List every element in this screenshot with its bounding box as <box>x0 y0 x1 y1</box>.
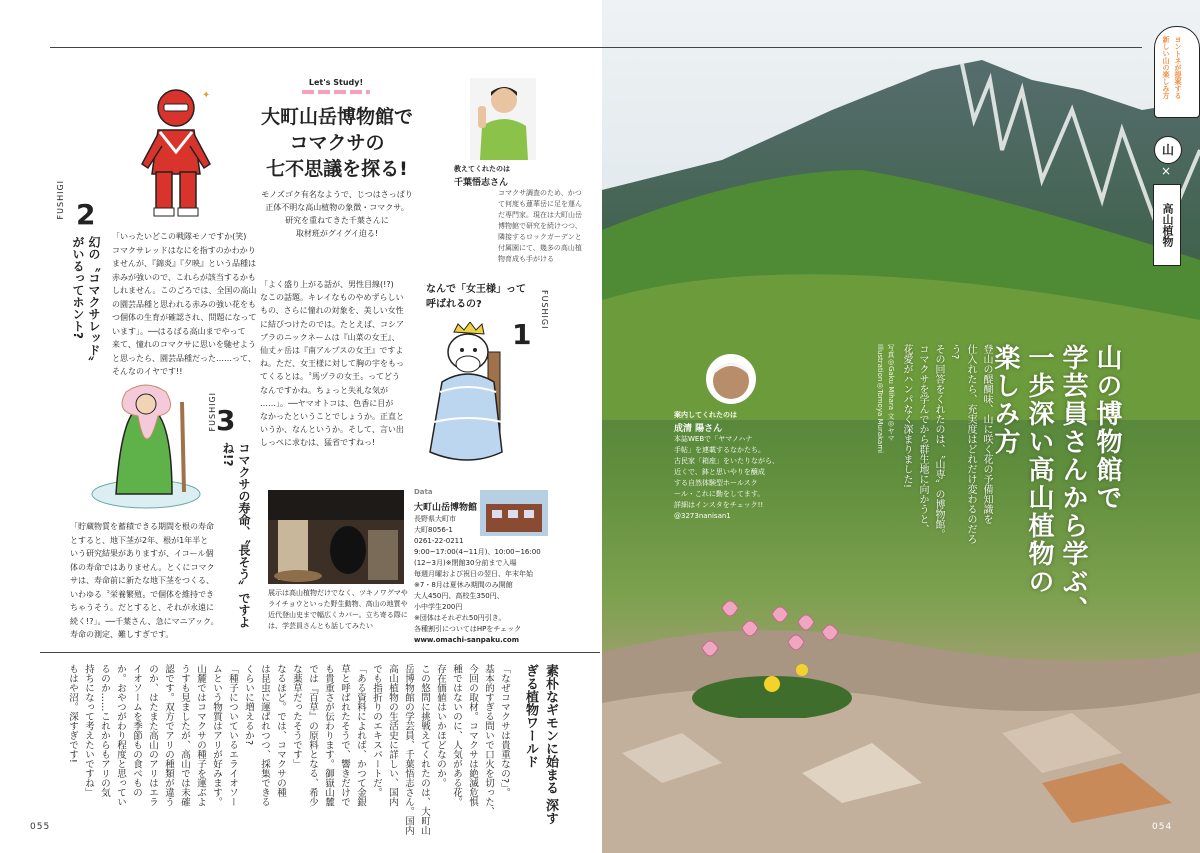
body-line: ね。ただ、女王様に対して胸の宇をもっ <box>260 359 404 369</box>
body-line: もの、さらに憧れの対象を、美しい女性 <box>260 306 404 316</box>
column-body <box>64 664 512 836</box>
teacher-name: 千葉悟志さん <box>454 178 509 188</box>
heading-line: 大町山岳博物館で <box>260 106 413 128</box>
body-line: いわゆる〝栄養繁殖〟で個体を維持でき <box>70 589 214 599</box>
column-line: な薬草だったそうです」 <box>291 664 302 769</box>
fushigi-label: FUSHIGI <box>208 392 217 432</box>
question-2-title: 幻の〝コマクサレッド〟がいるってホント? <box>71 236 101 362</box>
title-line: なんで「女王様」って <box>426 284 526 295</box>
body-line: と思ったら、園芸品種だった……って、 <box>112 353 256 363</box>
lead-line: コマクサを学んでから群生地に向かうと、 <box>917 344 928 534</box>
tag-cross: × <box>1161 164 1172 178</box>
lets-study-underline <box>302 90 370 94</box>
bio-line: 物育成も手がける <box>498 255 554 263</box>
column-line: 「ある資料によれば、かつて金銀 <box>355 664 366 807</box>
body-line: いうか、なんというか。そして、言い出 <box>260 425 404 435</box>
body-line: ……」。──ヤマオトコは、色香に目が <box>260 398 394 408</box>
bio-line: 近くで、鉢と思いやりを醸成 <box>674 468 765 476</box>
column-line: ムという物質はアリが好みます。 <box>211 664 222 807</box>
museum-url: www.omachi-sanpaku.com <box>414 636 520 644</box>
column-line: 草と呼ばれたそうで、響きだけで <box>339 664 350 807</box>
body-line: 赤みが強いので、これらが該当するかも <box>112 272 256 282</box>
fushigi-label: FUSHIGI <box>56 180 65 220</box>
data-line: 9:00~17:00(4~11月)、10:00~16:00 <box>414 548 541 556</box>
body-line: しれません。このごろでは、全国の高山 <box>112 286 257 295</box>
page-number-left: 055 <box>30 822 51 832</box>
question-2-body <box>112 230 272 379</box>
body-line: いう研究結果がありますが、イコール個 <box>70 549 214 558</box>
column-line: 岳博物館の学芸員、千葉悟志さん。国内 <box>403 664 414 835</box>
caption-line: 展示は高山植物だけでなく、ツキノワグマや <box>268 589 408 597</box>
column-line: は昆虫に運ばれつつ、採集できる <box>259 664 270 807</box>
column-line: 基本的すぎる問いで口火を切った、 <box>483 664 494 816</box>
body-line: 続く!?」。──千葉さん、急にマニアック。 <box>70 616 219 626</box>
photo-credit <box>874 344 896 504</box>
guide-bio <box>674 434 794 522</box>
title-line: 一歩深い高山植物の <box>1024 344 1054 596</box>
column-rule <box>40 652 600 653</box>
lets-study-label: Let's Study! <box>308 78 364 87</box>
series-badge-text <box>1160 36 1184 110</box>
question-3-body <box>70 520 232 642</box>
lead-text <box>898 344 994 554</box>
column-line: でも指折りのエキスパートだ。 <box>371 664 382 797</box>
body-line: なかったということでしょうか。正直と <box>260 412 404 422</box>
title-line: 楽しみ方 <box>990 344 1020 456</box>
column-line: のか、はたまた高山のアリはエラ <box>147 664 158 807</box>
data-label: Data <box>414 488 433 496</box>
body-line: 「貯蔵物質を蓄積できる期間を根の寿命 <box>70 522 214 531</box>
column-line: 持ちになって考えたいですね」 <box>83 664 94 797</box>
body-line: なんですかね。ちょっと失礼な気が <box>260 385 388 395</box>
column-line: なるほど。では、コマクサの種 <box>275 664 286 797</box>
photo-caption <box>268 588 412 632</box>
body-line: 「よく盛り上がる話が、男性目線(!?) <box>260 280 394 289</box>
fushigi-label: FUSHIGI <box>540 290 549 330</box>
top-rule <box>602 47 1142 48</box>
heading-line: コマクサの <box>289 132 385 154</box>
right-page <box>602 0 1200 853</box>
bio-line: て何度も蓮華岳に足を運ん <box>498 200 582 208</box>
data-line: 小中学生200円 <box>414 603 463 611</box>
column-line: 存在価値はいかほどなのか。 <box>435 664 446 788</box>
title-line: 呼ばれるの? <box>426 299 482 310</box>
question-1-title <box>426 282 556 312</box>
data-line: 各種割引についてはHPをチェック <box>414 625 522 633</box>
guide-name: 成清 陽さん <box>674 424 723 434</box>
lead-line: 仕入れたら、充実度はどれだけ変わるのだろう? <box>949 344 976 544</box>
data-line: ※団体はそれぞれ50円引き。 <box>414 614 506 622</box>
body-line: 寿命の測定、難しすぎです。 <box>70 630 174 639</box>
intro-line: 取材班がグイグイ迫る! <box>295 229 379 238</box>
column-line: 認です。双方でアリの種類が違う <box>163 664 174 807</box>
column-line: るのか……これからもアリの気 <box>99 664 110 797</box>
column-line: 山麓ではコマクサの種子を運ぶよ <box>195 664 206 807</box>
intro-line: 正体不明な高山植物の象徴・コマクサ。 <box>265 203 409 212</box>
body-line: 「いったいどこの戦隊モノですか(笑) <box>112 232 247 241</box>
body-line: てくるとは。〝馬ヅラの女王〟ってどう <box>260 372 400 382</box>
body-line: なこの話題。キレイなものやめずらしい <box>260 293 404 303</box>
guide-portrait <box>706 354 756 404</box>
credit-line: Illustration◎Tomoya Murakami <box>876 344 884 454</box>
caption-line: ライチョウといった野生動物、高山の地質や <box>268 600 408 608</box>
caption-line: 近代登山史まで幅広くカバー。立ち寄る際に <box>268 611 408 619</box>
body-line: しっぺに求むは、猛省ですねっ! <box>260 438 376 448</box>
column-line: 種ではないのに、人気がある花。 <box>451 664 462 807</box>
heading-line: 七不思議を探る! <box>266 158 408 180</box>
column-line: では『百草』の原料となる、希少 <box>307 664 318 807</box>
lead-line: 登山の醍醐味、山に咲く花の予備知識を <box>981 344 992 524</box>
data-line: 0261-22-0211 <box>414 537 464 545</box>
body-line: コマクサレッドはなにを指すのかわかり <box>112 245 256 255</box>
bio-line: だ専門家。現在は大町山岳 <box>498 211 582 219</box>
bio-line: 古民家「箱座」をいたりながら、 <box>674 457 779 465</box>
body-line: ブラのニックネームは『山菜の女王』、 <box>260 332 400 342</box>
caption-line: は、学芸員さんとも話してみたい <box>268 622 373 630</box>
column-line: か。おやつがわり程度と思ってい <box>115 664 126 807</box>
page-number-right: 054 <box>1152 822 1173 832</box>
intro-line: 研究を重ねてきた千葉さんに <box>285 216 389 225</box>
feature-title <box>988 344 1124 644</box>
museum-exhibit-photo <box>268 490 404 584</box>
fushigi-number: 2 <box>76 198 96 231</box>
tag-mountain: 山 <box>1154 136 1182 164</box>
bio-line: する自然体験型ホールスク <box>674 479 758 487</box>
komakusa-red-illustration <box>136 86 216 222</box>
komakusa-flowers <box>682 588 862 718</box>
column-line: うすも見ましたが、高山では未確 <box>179 664 190 807</box>
body-line: つ個体の生育が確認され、問題になって <box>112 313 257 322</box>
body-line: ちゃうそう。だとすると、それが永遠に <box>70 603 214 612</box>
badge-line: ヨントネが提案する <box>1174 36 1182 99</box>
column-line: この悠問に挑戦えてくれたのは、大町山 <box>419 664 430 835</box>
data-line: 大人450円、高校生350円、 <box>414 592 504 600</box>
bio-line: @3273nanisan1 <box>674 512 731 520</box>
question-3-title: コマクサの寿命、〝長そう〟ですよね!? <box>221 442 251 628</box>
column-line: もはや沼。深すぎです! <box>67 664 78 763</box>
column-line: くらいに増えるか? <box>243 664 254 746</box>
question-1-body <box>260 278 420 450</box>
lead-line: その回答をくれたのは、〝山専〟の博物館。 <box>933 344 944 539</box>
museum-data <box>414 514 564 646</box>
museum-name: 大町山岳博物館 <box>414 503 478 513</box>
body-line: とすると、地下茎が2年、根が1年半と <box>70 535 209 545</box>
body-line: そんなのイヤです!! <box>112 367 183 376</box>
bio-line: ール・これに勤をしてます。 <box>674 490 765 498</box>
column-line: 今回の取材。コマクサは絶滅危惧 <box>467 664 478 807</box>
svg-text:✦: ✦ <box>202 90 211 101</box>
teacher-label: 教えてくれたのは <box>454 165 510 173</box>
column-title: 素朴なギモンに始まる 深すぎる植物ワールド <box>523 664 558 825</box>
fushigi-number: 1 <box>512 318 532 351</box>
bio-line: 博物館で研究を続けつつ、 <box>498 222 582 230</box>
tag-alpine-plants: 高山植物 <box>1153 184 1181 266</box>
column-line: も貴重さが伝わります。御嶽山麓 <box>323 664 334 807</box>
title-line: 山の博物館で <box>1092 344 1122 512</box>
data-line: (12~3月)※閉館30分前まで入場 <box>414 559 517 567</box>
body-line: サは、寿命前に新たな地下茎をつくる、 <box>70 576 214 585</box>
bio-line: 隣接するロックガーデンと <box>498 233 582 241</box>
column-line: 高山植物の生活史に詳しい、国内 <box>387 664 398 807</box>
title-line: 学芸員さんから学ぶ、 <box>1058 344 1088 624</box>
body-line: 来て、憧れのコマクサに思いを馳せよう <box>112 340 256 349</box>
body-line: ませんが、『錦炎』『夕映』という品種は <box>112 259 256 268</box>
guide-label: 案内してくれたのは <box>674 411 737 419</box>
bio-line: 詳細はインスタをチェック!! <box>674 501 764 509</box>
hermit-illustration <box>86 382 202 512</box>
column-line: 「なぜコマクサは貴重なの?」。 <box>499 664 510 798</box>
queen-horse-illustration <box>420 322 512 470</box>
teacher-bio <box>498 188 598 265</box>
lead-line: 花愛がハンパなく深まりました! <box>901 344 912 489</box>
fushigi-number: 3 <box>216 404 236 437</box>
column-line: 「種子についているエライオソー <box>227 664 238 807</box>
body-line: います」。──はるばる高山までやって <box>112 326 246 336</box>
data-line: ※7・8月は夏休み期間のみ開館 <box>414 581 513 589</box>
bio-line: コマクサ調査のため、かつ <box>498 189 582 197</box>
bio-line: 本誌WEBで「ヤマノハナ <box>674 435 753 443</box>
bio-line: 手帖」を連載するなかたち。 <box>674 446 765 454</box>
body-line: の園芸品種と思われる赤みの強い花をも <box>112 299 256 309</box>
body-line: に結びつけたのでは。たとえば、コシア <box>260 319 404 329</box>
badge-line: 新しい山の楽しみ方 <box>1162 36 1170 99</box>
bio-line: 付属園にて、幾多の高山植 <box>498 244 582 252</box>
body-line: 仙丈ヶ岳は『南アルプスの女王』ですよ <box>260 346 404 356</box>
top-rule <box>50 47 602 48</box>
page-heading <box>232 104 442 182</box>
column-line: イオソームを季節もの食べもの <box>131 664 142 797</box>
credit-line: 写真◎Gaku Mihara 文◎ヤマ <box>887 344 895 442</box>
teacher-photo <box>470 78 536 160</box>
data-line: 長野県大町市 <box>414 515 456 523</box>
intro-line: モノズゴク有名なようで、じつはさっぱり <box>261 190 413 199</box>
body-line: 体の寿命ではありません。とくにコマク <box>70 562 215 572</box>
data-line: 毎週月曜および祝日の翌日、年末年始 <box>414 570 533 578</box>
data-line: 大町8056-1 <box>414 526 453 534</box>
